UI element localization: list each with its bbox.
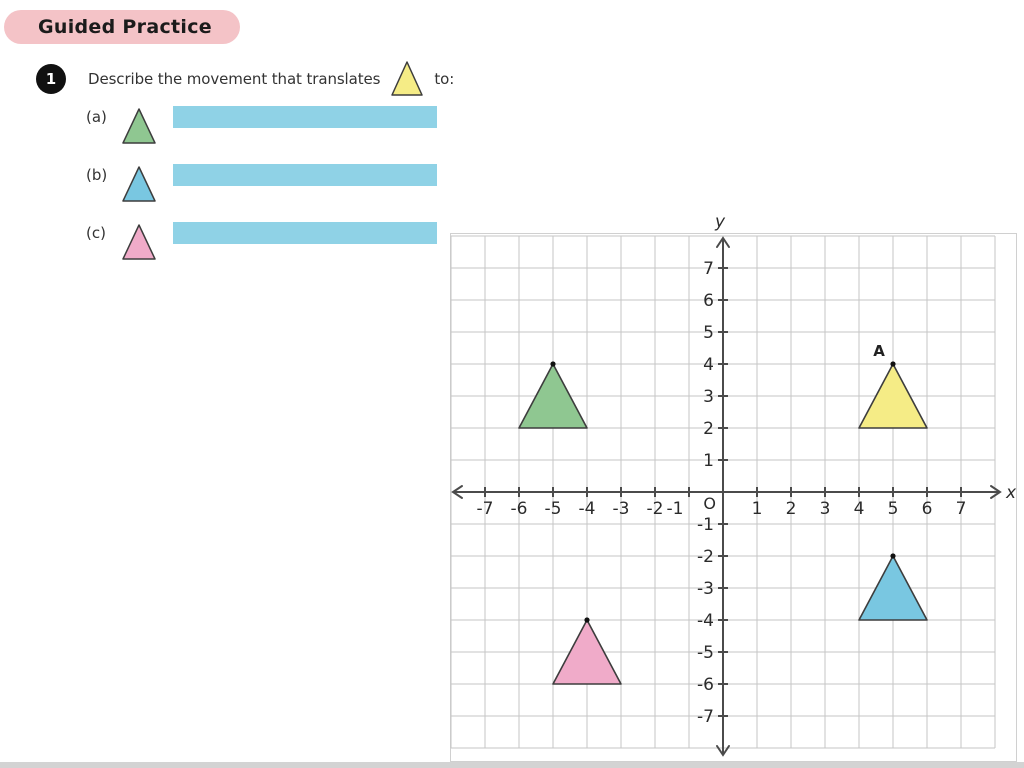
svg-text:-2: -2 — [697, 547, 714, 567]
svg-text:7: 7 — [955, 499, 967, 519]
svg-text:6: 6 — [921, 499, 933, 519]
svg-text:-7: -7 — [476, 499, 494, 519]
green-triangle-icon — [120, 107, 158, 145]
svg-text:3: 3 — [819, 499, 831, 519]
triangle-c-target-apex-dot — [584, 617, 589, 622]
question-number-badge — [36, 64, 66, 94]
answer-blank-a[interactable] — [173, 106, 437, 128]
svg-text:6: 6 — [703, 291, 714, 311]
svg-text:-4: -4 — [578, 499, 596, 519]
svg-text:-7: -7 — [697, 707, 714, 727]
svg-text:4: 4 — [853, 499, 865, 519]
question-text-before: Describe the movement that translates — [88, 69, 381, 88]
svg-text:4: 4 — [703, 355, 714, 375]
svg-text:-4: -4 — [697, 611, 714, 631]
answer-blank-c[interactable] — [173, 222, 437, 244]
svg-text:-6: -6 — [697, 675, 714, 695]
grid-panel — [451, 234, 1017, 762]
question-number: 1 — [45, 69, 57, 88]
triangle-A-apex-dot — [890, 361, 895, 366]
answer-row-c — [86, 222, 437, 261]
guided-practice-banner — [4, 10, 240, 44]
question-text-after: to: — [434, 69, 455, 88]
triangle-A-label: A — [873, 342, 885, 360]
yellow-triangle-icon — [390, 60, 424, 97]
answer-row-a — [86, 106, 437, 145]
question-1 — [36, 60, 454, 97]
svg-text:1: 1 — [751, 499, 763, 519]
svg-text:2: 2 — [785, 499, 797, 519]
svg-text:1: 1 — [703, 451, 714, 471]
blue-triangle-icon — [120, 165, 158, 203]
svg-text:2: 2 — [703, 419, 714, 439]
svg-text:-5: -5 — [544, 499, 562, 519]
banner-title: Guided Practice — [38, 16, 212, 38]
triangle-a-target-apex-dot — [550, 361, 555, 366]
svg-text:-6: -6 — [510, 499, 528, 519]
svg-text:-2: -2 — [646, 499, 664, 519]
svg-text:3: 3 — [703, 387, 714, 407]
svg-text:-1: -1 — [697, 515, 714, 535]
origin-label: O — [703, 494, 716, 513]
svg-text:7: 7 — [703, 259, 714, 279]
answer-row-b — [86, 164, 437, 203]
pink-triangle-icon — [120, 223, 158, 261]
answer-label-c: (c) — [86, 224, 106, 242]
answer-label-a: (a) — [86, 108, 107, 126]
page-bottom-edge — [0, 762, 1024, 768]
answer-blank-b[interactable] — [173, 164, 437, 186]
svg-text:-3: -3 — [697, 579, 714, 599]
svg-text:5: 5 — [887, 499, 899, 519]
svg-text:-5: -5 — [697, 643, 714, 663]
coordinate-grid — [450, 205, 1024, 768]
triangle-b-target-apex-dot — [890, 553, 895, 558]
svg-text:-3: -3 — [612, 499, 630, 519]
answer-label-b: (b) — [86, 166, 108, 184]
svg-text:-1: -1 — [666, 499, 684, 519]
x-axis-label: x — [1006, 483, 1017, 503]
svg-text:5: 5 — [703, 323, 714, 343]
y-axis-label: y — [714, 212, 726, 232]
